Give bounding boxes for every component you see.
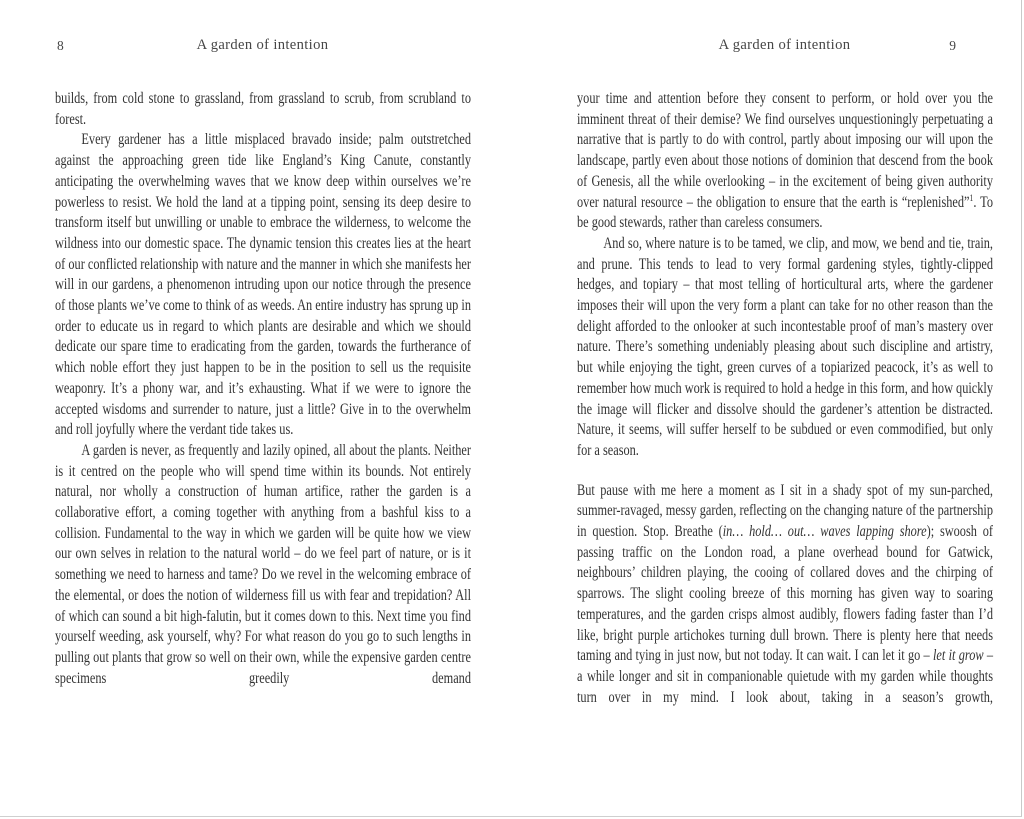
paragraph-right-1 <box>577 89 993 234</box>
paragraph-left-1: builds, from cold stone to grassland, from grassland to scrub, from scrubland to forest. <box>55 90 471 128</box>
paragraph-right-3 <box>577 481 993 709</box>
page-number-left: 8 <box>57 38 64 53</box>
paragraph-right-2: And so, where nature is to be tamed, we clip, and mow, we bend and tie, train, and prune. This tends to lead to very formal gardening styles, tightly-clipped hedges, and topiary – that most telling of horticultural arts, where the gardener imposes their will upon the very form a plant can take for no other reason than the delight afforded to the onlooker at such incontestable proof of man’s mastery over nature. There’s something undeniably pleasing about such discipline and artistry, but while enjoying the tight, green curves of a topiarized peacock, it’s as well to remember how much work is required to hold a hedge in this form, and how quickly the image will flicker and dissolve should the gardener’s attention be distracted. Nature, it seems, will suffer herself to be subdued or even commodified, but only for a season. <box>577 234 993 459</box>
paragraph-text: – a while longer and sit in companionable quietude with my garden while thoughts turn over in my mind. I look about, taking in a season’s growth, <box>577 647 994 706</box>
italic-text: let it grow <box>932 647 984 665</box>
paragraph-left-2: Every gardener has a little misplaced bravado inside; palm outstretched against the approaching green tide like England’s King Canute, constantly anticipating the overwhelming waves that we know deep within ourselves we’re powerless to resist. We hold the land at a tipping point, sensing its deep desire to transform itself but unwilling or unable to embrace the wilderness, to welcome the wildness into our domestic space. The dynamic tension this creates lies at the heart of our conflicted relationship with nature and the manner in which she manifests her will in our gardens, a phenomenon intruding upon our notice through the presence of those plants we’ve come to think of as weeds. An entire industry has sprung up in order to educate us in regard to which plants are desirable and which we should dedicate our spare time to eradicating from the garden, towards the furtherance of which noble effort they just happen to be in the position to sell us the requisite weaponry. It’s a phony war, and it’s exhausting. What if we were to ignore the accepted wisdoms and surrender to nature, just a little? Give in to the overwhelm and roll joyfully where the verdant tide takes us. <box>55 131 472 439</box>
page-body-right <box>577 89 993 708</box>
footnote-marker: 1 <box>969 192 974 204</box>
page-number-right: 9 <box>949 38 956 53</box>
paragraph-text: ); swoosh of passing traffic on the London road, a plane overhead bound for Gatwick, neighbours’ children playing, the cooing of collared doves and the chirping of sparrows. The slight cooling breeze of this morning has given way to soaring temperatures, and the garden crisps almost audibly, flowers fading faster than I’d like, bright purple artichokes turning dull brown. There is plenty here that needs taming and tying in just now, but not today. It can wait. I can let it go – <box>577 523 993 665</box>
paragraph-text: But pause with me here a moment as I sit in a shady spot of my sun-parched, summer-ravaged, messy garden, reflecting on the changing nature of the partnership in question. Stop. Breathe ( <box>577 481 993 541</box>
paragraph-text: your time and attention before they consent to perform, or hold over you the imminent threat of their demise? We find ourselves unquestioningly perpetuating a narrative that is partly to do with control, partly about imposing our will upon the landscape, partly even about those notions of dominion that descend from the book of Genesis, all the while overlooking – in the excitement of being given authority over natural resource – the obligation to ensure that the earth is “replenished” <box>577 90 993 211</box>
page-left <box>55 0 470 819</box>
running-header-left: A garden of intention <box>196 37 329 53</box>
page-right <box>577 0 992 819</box>
paragraph-left-3: A garden is never, as frequently and lazily opined, all about the plants. Neither is it centred on the people who will spend time within its bounds. Not entirely natural, nor wholly a construction of human artifice, rather the garden is a collaborative effort, a coming together with anything from a bashful kiss to a collision. Fundamental to the way in which we garden will be quite how we view our own selves in relation to the natural world – do we feel part of nature, or is it something we need to harness and tame? Do we revel in the welcoming embrace of the elemental, or does the notion of wilderness fill us with fear and trepidation? All of which can sound a bit high-falutin, but it comes down to this. Next time you find yourself weeding, ask yourself, why? For what reason do you go to such lengths in pulling out plants that grow so well on their own, while the expensive garden centre specimens greedily demand <box>55 441 472 687</box>
paragraph-text: . To be good stewards, rather than careless consumers. <box>577 193 993 232</box>
page-header-right <box>577 37 992 55</box>
page-body-left <box>55 89 471 689</box>
running-header-right: A garden of intention <box>718 37 851 53</box>
page-header-left <box>55 37 470 55</box>
italic-text: in… hold… out… waves lapping shore <box>722 523 927 541</box>
